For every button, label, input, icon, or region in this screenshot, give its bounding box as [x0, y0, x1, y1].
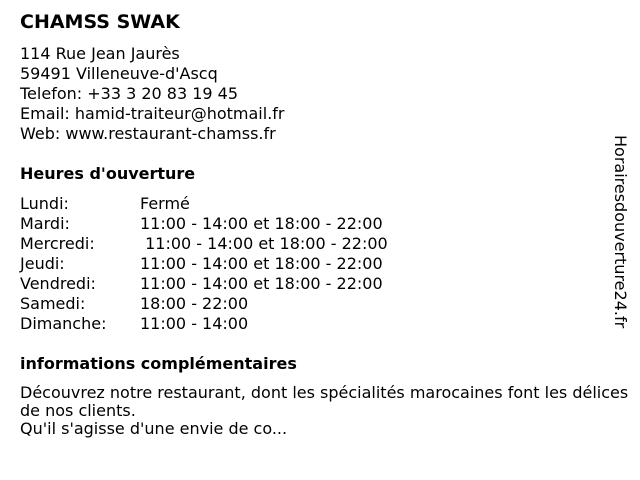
hours-row-thursday [20, 254, 620, 274]
hours-row-friday [20, 274, 620, 294]
hours-day: Samedi: [20, 294, 86, 313]
info-text-2: Qu'il s'agisse d'une envie de co... [20, 419, 288, 438]
site-watermark: Horairesdouverture24.fr [611, 135, 630, 329]
hours-day: Vendredi: [20, 274, 96, 293]
hours-day: Jeudi: [20, 254, 65, 273]
phone-line: Telefon: +33 3 20 83 19 45 [20, 84, 239, 103]
hours-row-wednesday [20, 234, 620, 254]
hours-row-tuesday [20, 214, 620, 234]
hours-time: 11:00 - 14:00 et 18:00 - 22:00 [140, 254, 383, 273]
info-heading: informations complémentaires [20, 354, 297, 373]
hours-heading: Heures d'ouverture [20, 164, 196, 183]
hours-time: 11:00 - 14:00 et 18:00 - 22:00 [140, 214, 383, 233]
hours-time: 18:00 - 22:00 [140, 294, 249, 313]
hours-table [20, 194, 620, 334]
hours-time: 11:00 - 14:00 [140, 314, 249, 333]
hours-day: Lundi: [20, 194, 69, 213]
hours-day: Mercredi: [20, 234, 95, 253]
hours-row-saturday [20, 294, 620, 314]
email-line: Email: hamid-traiteur@hotmail.fr [20, 104, 285, 123]
hours-row-monday [20, 194, 620, 214]
business-name: CHAMSS SWAK [20, 11, 180, 33]
address-line-2: 59491 Villeneuve-d'Ascq [20, 64, 218, 83]
hours-time: 11:00 - 14:00 et 18:00 - 22:00 [140, 274, 383, 293]
hours-day: Dimanche: [20, 314, 107, 333]
web-line: Web: www.restaurant-chamss.fr [20, 124, 276, 143]
info-text-1: Découvrez notre restaurant, dont les spécialités marocaines font les délices de nos clients. [20, 383, 629, 420]
hours-time: 11:00 - 14:00 et 18:00 - 22:00 [140, 234, 388, 253]
hours-time: Fermé [140, 194, 190, 213]
address-line-1: 114 Rue Jean Jaurès [20, 44, 180, 63]
hours-row-sunday [20, 314, 620, 334]
hours-day: Mardi: [20, 214, 70, 233]
